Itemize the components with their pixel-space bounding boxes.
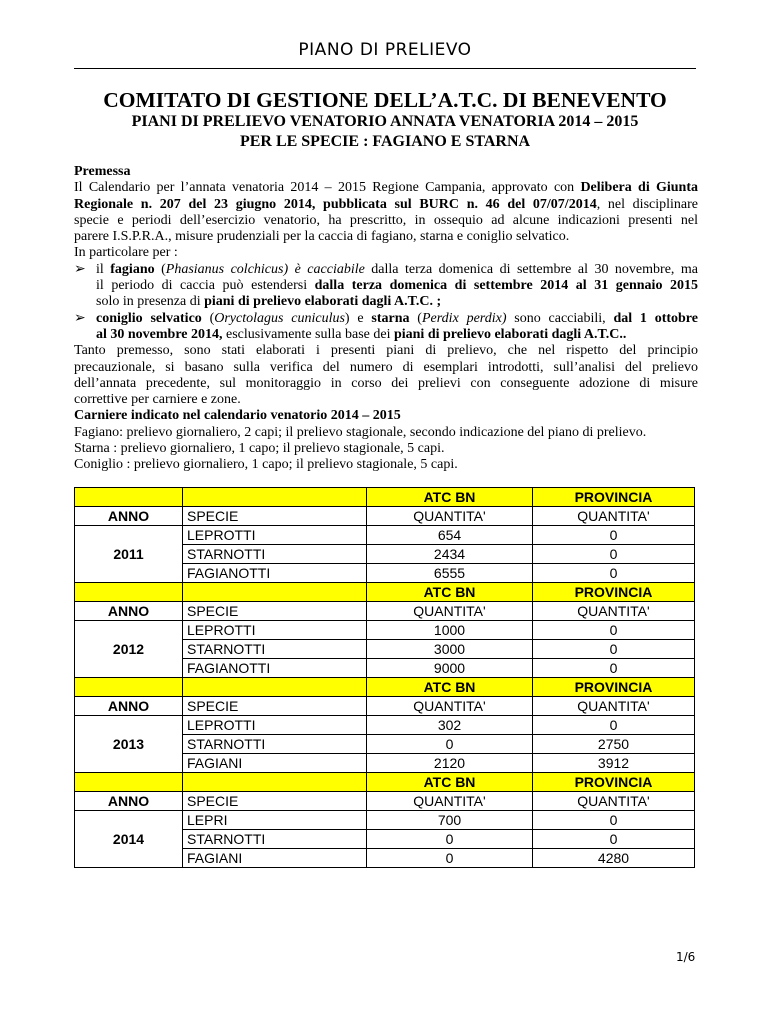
quantita-label: QUANTITA' <box>533 507 695 526</box>
tanto-premesso-line-3: dell’annata precedente, sul monitoraggio in corso dei prelievi con conseguente adozione di misure <box>74 375 698 391</box>
species-cell: LEPROTTI <box>183 526 367 545</box>
tanto-premesso-line-2: precauzionale, si basano sulla verifica del numero di esemplari introdotti, sull’analisi del prelievo <box>74 359 698 375</box>
bullet-fagiano-line-2 <box>96 278 698 294</box>
species-cell: LEPRI <box>183 811 367 830</box>
subtitle-line-1: PIANI DI PRELIEVO VENATORIO ANNATA VENATORIA 2014 – 2015 <box>131 113 639 130</box>
species-cell: LEPROTTI <box>183 716 367 735</box>
table-label-row <box>75 507 695 526</box>
atc-quantity-cell: 0 <box>367 849 533 868</box>
table-row <box>75 716 695 735</box>
burc-text: Regionale n. 207 del 23 giugno 2014, pubblicata sul BURC n. 46 del 07/07/2014 <box>74 196 597 212</box>
bullet-coniglio-line-2 <box>96 327 698 343</box>
tanto-premesso-line-1: Tanto premesso, sono stati elaborati i presenti piani di prelievo, che nel rispetto del principio <box>74 343 698 359</box>
empty-cell <box>75 678 183 697</box>
species-cell: FAGIANI <box>183 754 367 773</box>
bullet-fagiano <box>74 262 698 311</box>
bullet-arrow-icon: ➢ <box>74 261 86 277</box>
text: piani di prelievo elaborati dagli A.T.C. ; <box>204 294 442 310</box>
provincia-quantity-cell: 3912 <box>533 754 695 773</box>
bullet-fagiano-line-1 <box>96 262 698 278</box>
quantita-label: QUANTITA' <box>367 602 533 621</box>
text: ) e <box>344 310 372 326</box>
table-label-row <box>75 697 695 716</box>
anno-label: ANNO <box>75 602 183 621</box>
text: coniglio selvatico <box>96 310 202 326</box>
species-cell: STARNOTTI <box>183 545 367 564</box>
atc-quantity-cell: 0 <box>367 830 533 849</box>
premessa-line-1 <box>74 180 698 196</box>
provincia-header: PROVINCIA <box>533 773 695 792</box>
premessa-line-3: specie e periodi dell’esercizio venatorio, ha prescritto, in ossequio ad alcune indicazioni presenti nel <box>74 212 698 228</box>
atc-quantity-cell: 700 <box>367 811 533 830</box>
text: il <box>96 261 111 277</box>
text: Phasianus colchicus) è cacciabile <box>165 261 365 277</box>
provincia-header: PROVINCIA <box>533 488 695 507</box>
text: sono cacciabili, <box>506 310 614 326</box>
header-rule <box>74 68 696 69</box>
text: il periodo di caccia può estendersi <box>96 278 315 294</box>
page-number: 1/6 <box>676 950 696 964</box>
premessa-line-2 <box>74 197 698 213</box>
text: ( <box>201 310 215 326</box>
document-body <box>74 164 698 474</box>
text: esclusivamente sulla base dei <box>222 326 394 342</box>
text: Oryctolagus cuniculus <box>214 310 345 326</box>
carniere-starna: Starna : prelievo giornaliero, 1 capo; il prelievo stagionale, 5 capi. <box>74 441 445 457</box>
specie-label: SPECIE <box>183 507 367 526</box>
year-cell: 2012 <box>75 621 183 678</box>
bullet-coniglio-starna <box>74 311 698 344</box>
carniere-coniglio: Coniglio : prelievo giornaliero, 1 capo; il prelievo stagionale, 5 capi. <box>74 457 458 473</box>
provincia-header: PROVINCIA <box>533 583 695 602</box>
table-header-row <box>75 583 695 602</box>
text: dal 1 ottobre <box>613 310 698 326</box>
bullet-arrow-icon: ➢ <box>74 310 86 326</box>
document-subtitle <box>0 112 770 152</box>
text: fagiano <box>110 261 155 277</box>
provincia-quantity-cell: 0 <box>533 716 695 735</box>
provincia-quantity-cell: 0 <box>533 621 695 640</box>
quantita-label: QUANTITA' <box>533 697 695 716</box>
specie-label: SPECIE <box>183 792 367 811</box>
provincia-quantity-cell: 2750 <box>533 735 695 754</box>
text: starna <box>371 310 410 326</box>
subtitle-line-2: PER LE SPECIE : FAGIANO E STARNA <box>239 133 531 150</box>
atc-bn-header: ATC BN <box>367 678 533 697</box>
species-cell: STARNOTTI <box>183 830 367 849</box>
bullet-fagiano-line-3 <box>96 294 698 310</box>
bullet-coniglio-line-1 <box>96 311 698 327</box>
text: solo in presenza di <box>96 294 205 310</box>
atc-quantity-cell: 1000 <box>367 621 533 640</box>
empty-cell <box>183 773 367 792</box>
specie-label: SPECIE <box>183 697 367 716</box>
premessa-heading: Premessa <box>74 164 131 179</box>
atc-quantity-cell: 9000 <box>367 659 533 678</box>
year-cell: 2014 <box>75 811 183 868</box>
year-cell: 2011 <box>75 526 183 583</box>
atc-quantity-cell: 654 <box>367 526 533 545</box>
provincia-quantity-cell: 0 <box>533 640 695 659</box>
atc-quantity-cell: 0 <box>367 735 533 754</box>
table-row <box>75 526 695 545</box>
provincia-quantity-cell: 0 <box>533 564 695 583</box>
quantita-label: QUANTITA' <box>533 792 695 811</box>
provincia-quantity-cell: 0 <box>533 526 695 545</box>
atc-quantity-cell: 302 <box>367 716 533 735</box>
text: dalla terza domenica di settembre 2014 al 31 gennaio 2015 <box>314 278 698 294</box>
species-cell: LEPROTTI <box>183 621 367 640</box>
table-label-row <box>75 792 695 811</box>
atc-quantity-cell: 3000 <box>367 640 533 659</box>
atc-quantity-cell: 6555 <box>367 564 533 583</box>
species-cell: FAGIANOTTI <box>183 564 367 583</box>
quantita-label: QUANTITA' <box>533 602 695 621</box>
atc-bn-header: ATC BN <box>367 583 533 602</box>
atc-quantity-cell: 2434 <box>367 545 533 564</box>
text: Perdix perdix) <box>421 310 507 326</box>
quantita-label: QUANTITA' <box>367 507 533 526</box>
anno-label: ANNO <box>75 792 183 811</box>
table-label-row <box>75 602 695 621</box>
provincia-quantity-cell: 0 <box>533 811 695 830</box>
premessa-line-4: parere I.S.P.R.A., misure prudenziali per la caccia di fagiano, starna e coniglio selvatico. <box>74 229 570 245</box>
text: ( <box>154 261 166 277</box>
running-header: PIANO DI PRELIEVO <box>298 40 472 60</box>
year-cell: 2013 <box>75 716 183 773</box>
text: Il Calendario per l’annata venatoria 2014 – 2015 Regione Campania, approvato con <box>74 180 581 196</box>
table-header-row <box>75 773 695 792</box>
empty-cell <box>183 678 367 697</box>
text: , nel disciplinare <box>596 196 698 212</box>
empty-cell <box>75 583 183 602</box>
quantita-label: QUANTITA' <box>367 792 533 811</box>
provincia-quantity-cell: 0 <box>533 830 695 849</box>
species-cell: STARNOTTI <box>183 640 367 659</box>
delibera-text: Delibera di Giunta <box>580 180 698 196</box>
species-cell: FAGIANI <box>183 849 367 868</box>
table-row <box>75 621 695 640</box>
harvest-table-body <box>75 488 695 868</box>
provincia-quantity-cell: 0 <box>533 659 695 678</box>
provincia-quantity-cell: 4280 <box>533 849 695 868</box>
anno-label: ANNO <box>75 507 183 526</box>
anno-label: ANNO <box>75 697 183 716</box>
table-header-row <box>75 678 695 697</box>
empty-cell <box>75 773 183 792</box>
atc-bn-header: ATC BN <box>367 773 533 792</box>
specie-label: SPECIE <box>183 602 367 621</box>
premessa-intro: In particolare per : <box>74 245 178 261</box>
quantita-label: QUANTITA' <box>367 697 533 716</box>
empty-cell <box>75 488 183 507</box>
empty-cell <box>183 488 367 507</box>
tanto-premesso-line-4: correttive per carniere e zone. <box>74 392 241 408</box>
carniere-heading: Carniere indicato nel calendario venatorio 2014 – 2015 <box>74 408 401 424</box>
provincia-quantity-cell: 0 <box>533 545 695 564</box>
empty-cell <box>183 583 367 602</box>
text: piani di prelievo elaborati dagli A.T.C.. <box>393 326 627 342</box>
provincia-header: PROVINCIA <box>533 678 695 697</box>
species-cell: STARNOTTI <box>183 735 367 754</box>
text: ( <box>409 310 422 326</box>
table-row <box>75 811 695 830</box>
document-title: COMITATO DI GESTIONE DELL’A.T.C. DI BENEVENTO <box>103 88 667 112</box>
text: dalla terza domenica di settembre al 30 novembre, ma <box>364 261 698 277</box>
table-header-row <box>75 488 695 507</box>
harvest-table <box>74 487 695 868</box>
species-cell: FAGIANOTTI <box>183 659 367 678</box>
atc-bn-header: ATC BN <box>367 488 533 507</box>
text: al 30 novembre 2014, <box>96 326 223 342</box>
carniere-fagiano: Fagiano: prelievo giornaliero, 2 capi; il prelievo stagionale, secondo indicazione del piano di prelievo. <box>74 424 647 440</box>
atc-quantity-cell: 2120 <box>367 754 533 773</box>
